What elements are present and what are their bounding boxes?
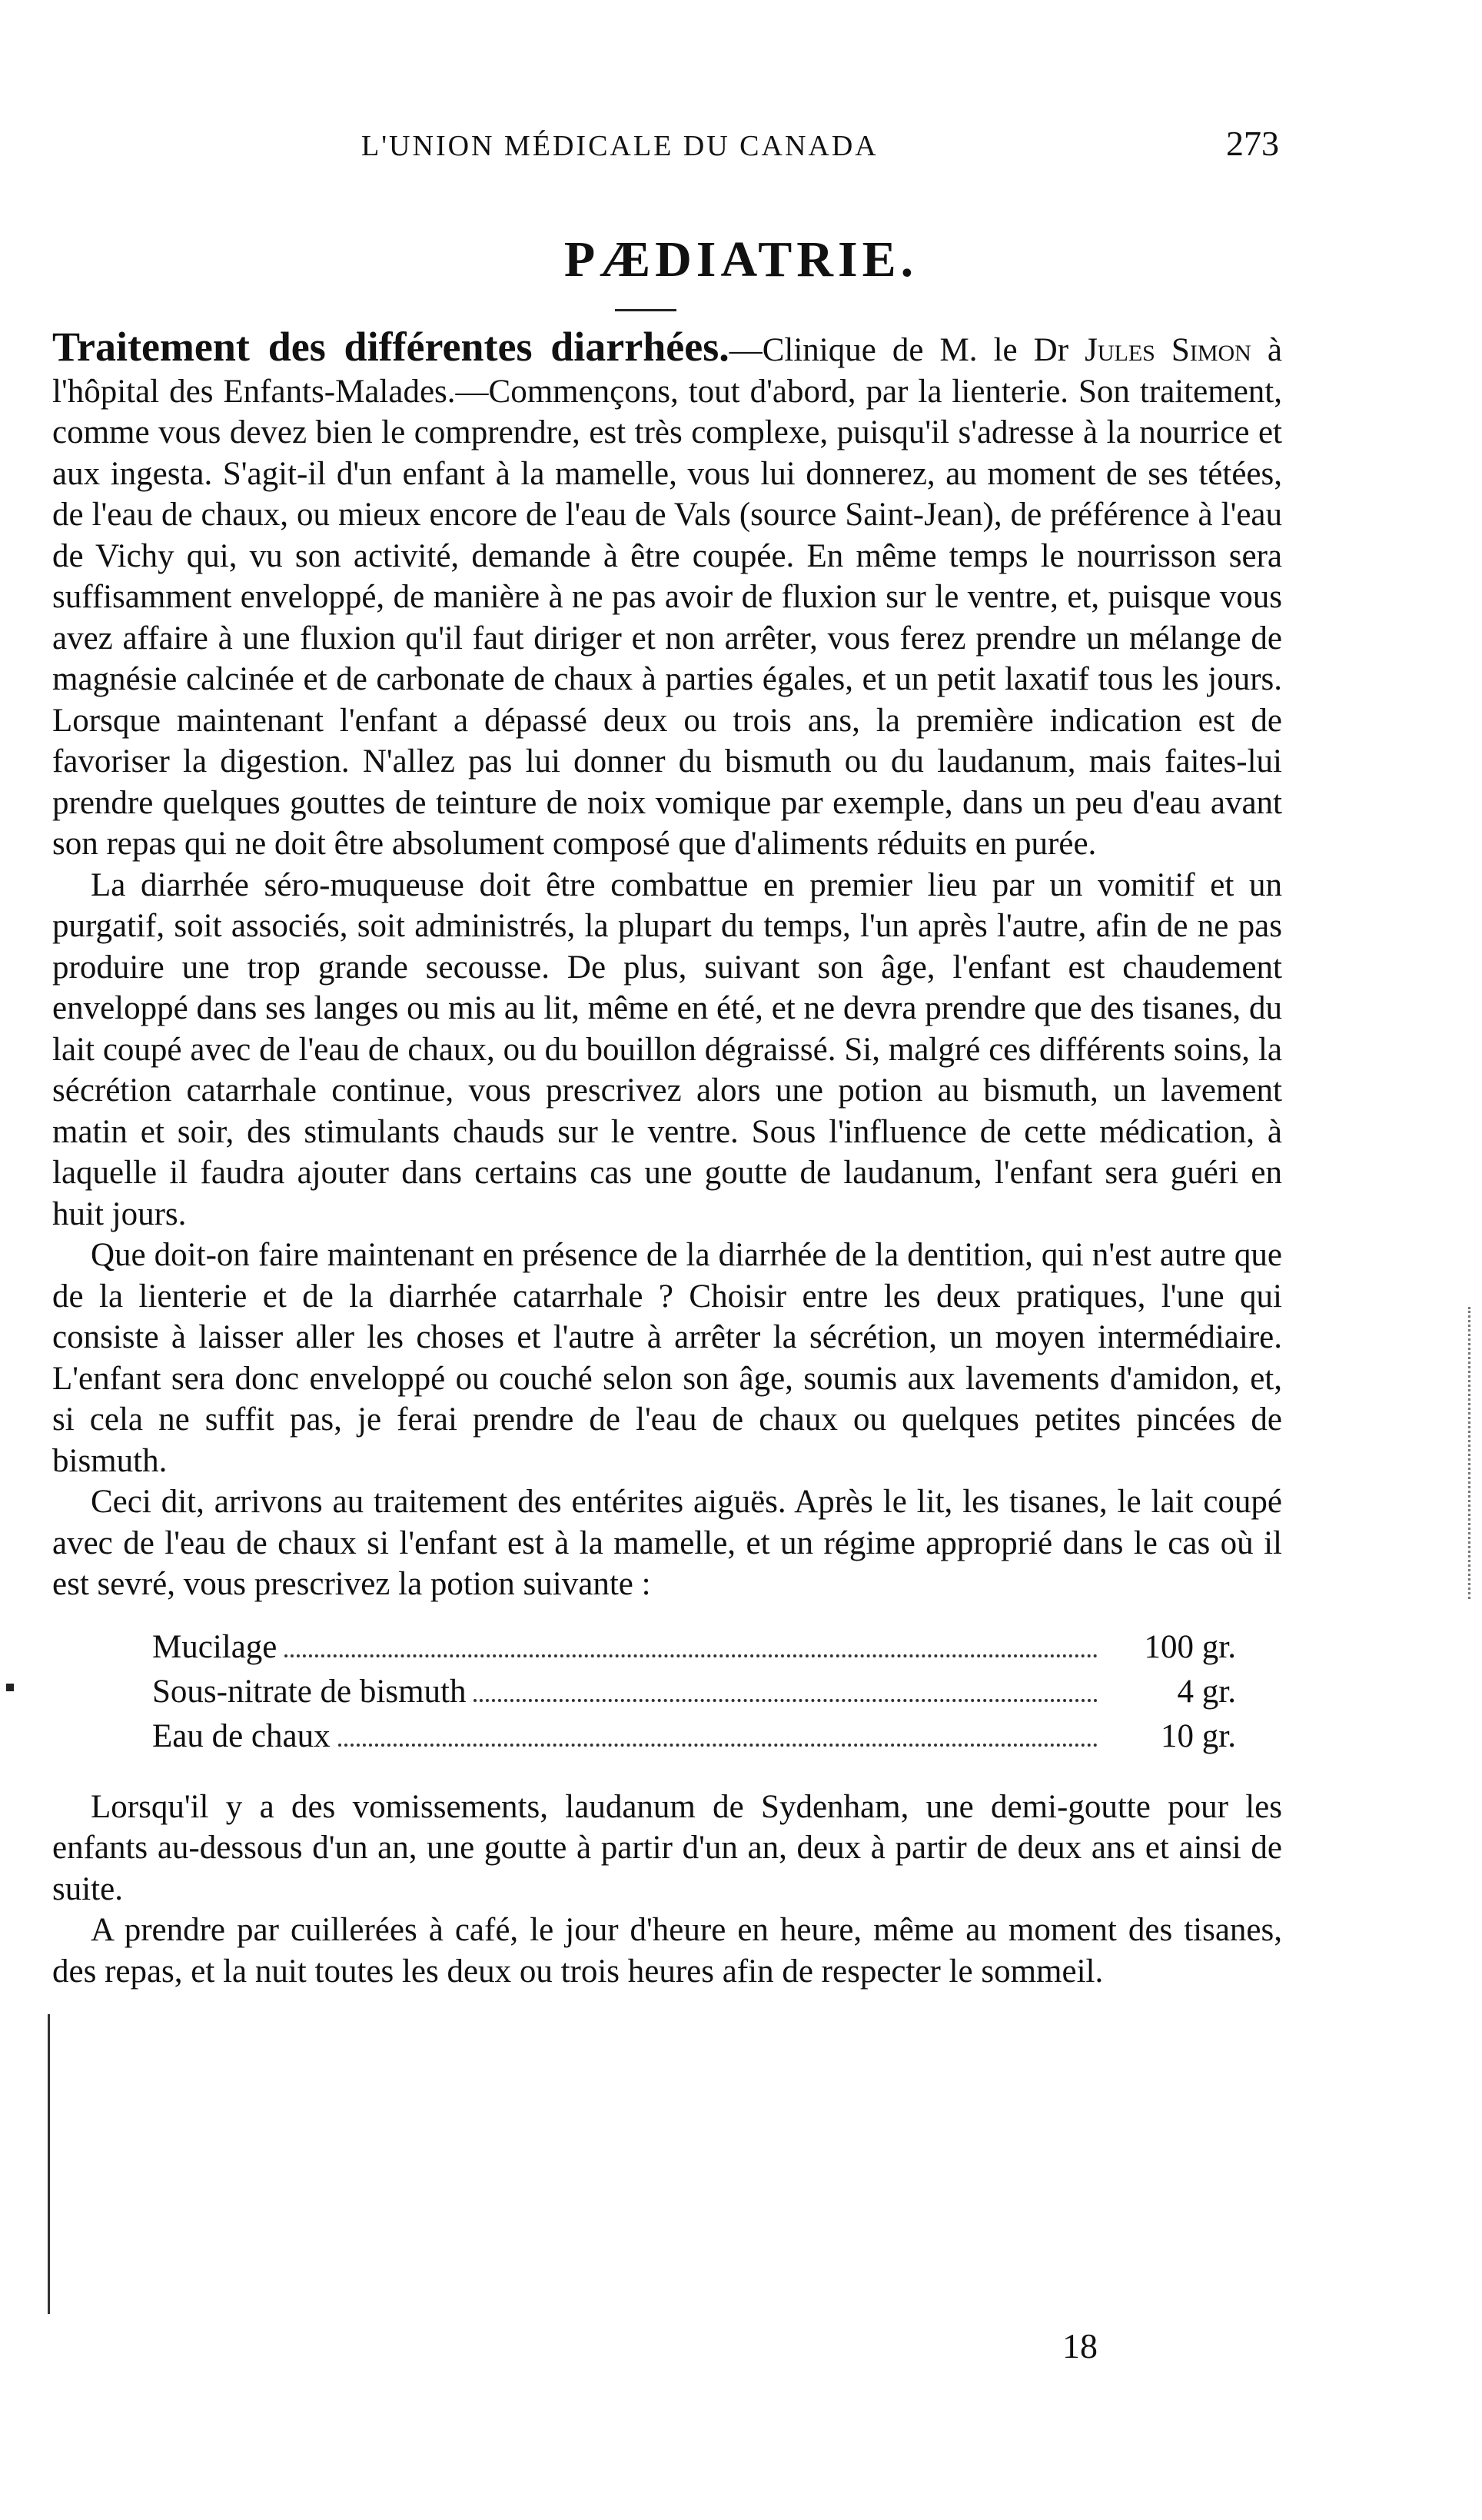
margin-line bbox=[48, 2014, 50, 2314]
quantity: 4 gr. bbox=[1177, 1673, 1236, 1710]
ingredient: Sous-nitrate de bismuth bbox=[152, 1673, 467, 1710]
margin-mark bbox=[6, 1684, 14, 1691]
signature-mark: 18 bbox=[1062, 2326, 1098, 2365]
prescription-row bbox=[152, 1671, 1236, 1716]
paragraph-5: Lorsqu'il y a des vomissements, laudanum de Sydenham, une demi-goutte pour les enfants au-dessous d'un an, une goutte à partir d'un an, deux à partir de deux ans et ainsi de suite. bbox=[52, 1788, 1282, 1907]
paragraph-6: A prendre par cuillerées à café, le jour d'heure en heure, même au moment des tisanes, des repas, et la nuit toutes les deux ou trois heures afin de respecter le sommeil. bbox=[52, 1912, 1282, 1990]
prescription-row bbox=[152, 1627, 1236, 1671]
page-number: 273 bbox=[1226, 124, 1279, 163]
section-title: PÆDIATRIE. bbox=[563, 231, 919, 288]
title-rule bbox=[615, 309, 676, 311]
prescription-row bbox=[152, 1716, 1236, 1760]
paragraph-1-text: à l'hôpital des Enfants-Malades.—Commençons, tout d'abord, par la lienterie. Son traitement, comme vous devez bien le comprendre, est très complexe, puisqu'il s'adresse à la nourrice et aux ingesta. S'agit-il d'un enfant à la mamelle, vous lui donnerez, au moment de ses tétées, de l'eau de chaux, ou mieux encore de l'eau de Vals (source Saint-Jean), de préférence à l'eau de Vichy qui, vu son activité, demande à être coupée. En même temps le nourrisson sera suffisamment enveloppé, de manière à ne pas avoir de fluxion sur le ventre, et, puisque vous avez affaire à une fluxion qu'il faut diriger et non arrêter, vous ferez prendre un mélange de magnésie calcinée et de carbonate de chaux à parties égales, et un petit laxatif tous les jours. Lorsque maintenant l'enfant a dépassé deux ou trois ans, la première indication est de favoriser la digestion. N'allez pas lui donner du bismuth ou du laudanum, mais faites-lui prendre quelques gouttes de teinture de noix vomique par exemple, dans un peu d'eau avant son repas qui ne doit être absolument composé que d'aliments réduits en purée. bbox=[52, 332, 1282, 862]
paragraph-1 bbox=[52, 324, 1282, 865]
quantity: 10 gr. bbox=[1161, 1717, 1236, 1754]
quantity: 100 gr. bbox=[1144, 1628, 1236, 1665]
leader-dots bbox=[474, 1699, 1098, 1702]
paragraph-4: Ceci dit, arrivons au traitement des entérites aiguës. Après le lit, les tisanes, le lait coupé avec de l'eau de chaux si l'enfant est à la mamelle, et un régime approprié dans le cas où il est sevré, vous prescrivez la potion suivante : bbox=[52, 1484, 1282, 1602]
article-title: Traitement des différentes diarrhées. bbox=[52, 324, 729, 370]
article-intro: —Clinique de M. le Dr bbox=[729, 332, 1085, 368]
article-body bbox=[52, 324, 1282, 1992]
page-edge-mark bbox=[1468, 1307, 1474, 1599]
ingredient: Eau de chaux bbox=[152, 1717, 331, 1754]
prescription-table bbox=[152, 1627, 1236, 1760]
article-author: Jules Simon bbox=[1085, 332, 1251, 368]
leader-dots bbox=[284, 1654, 1098, 1657]
paragraph-2: La diarrhée séro-muqueuse doit être combattue en premier lieu par un vomitif et un purgatif, soit associés, soit administrés, la plupart du temps, l'un après l'autre, afin de ne pas produire une trop grande secousse. De plus, suivant son âge, l'enfant est chaudement enveloppé dans ses langes ou mis au lit, même en été, et ne devra prendre que des tisanes, du lait coupé avec de l'eau de chaux, ou du bouillon dégraissé. Si, malgré ces différents soins, la sécrétion catarrhale continue, vous prescrivez alors une potion au bismuth, un lavement matin et soir, des stimulants chauds sur le ventre. Sous l'influence de cette médication, à laquelle il faudra ajouter dans certains cas une goutte de laudanum, l'enfant sera guéri en huit jours. bbox=[52, 866, 1282, 1232]
ingredient: Mucilage bbox=[152, 1628, 277, 1665]
leader-dots bbox=[338, 1744, 1098, 1747]
running-header: L'UNION MÉDICALE DU CANADA bbox=[361, 130, 879, 162]
paragraph-3: Que doit-on faire maintenant en présence de la diarrhée de la dentition, qui n'est autre que de la lienterie et de la diarrhée catarrhale ? Choisir entre les deux pratiques, l'une qui consiste à laisser aller les choses et l'autre à arrêter la sécrétion, un moyen intermédiaire. L'enfant sera donc enveloppé ou couché selon son âge, soumis aux lavements d'amidon, et, si cela ne suffit pas, je ferai prendre de l'eau de chaux ou quelques petites pincées de bismuth. bbox=[52, 1237, 1282, 1479]
